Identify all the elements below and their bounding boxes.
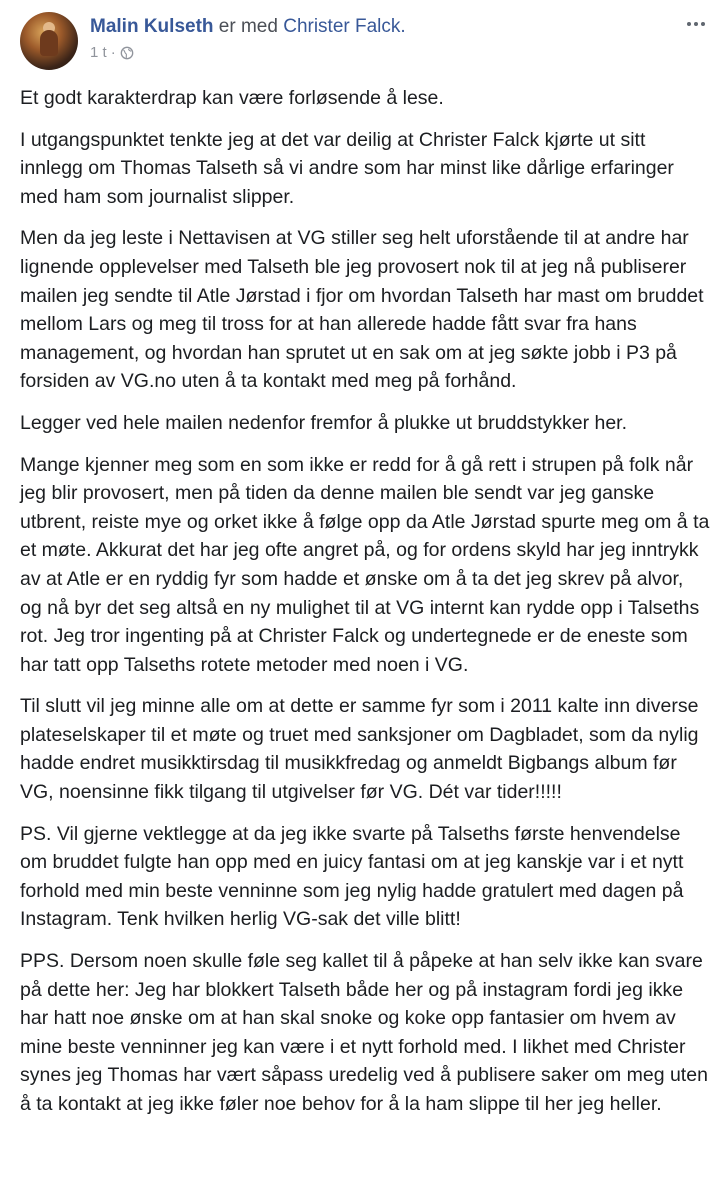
post-paragraph: Mange kjenner meg som en som ikke er redd for å gå rett i strupen på folk når jeg blir provosert, men på tiden da denne mailen ble sendt var jeg ganske utbrent, reiste mye og orket ikke å følge opp da Atle Jørstad spurte meg om å ta et møte. Akkurat det har jeg ofte angret på, og for ordens skyld har jeg inntrykk av at Atle er en ryddig fyr som hadde et ønske om å ta det jeg skrev på alvor, og nå byr det seg altså en ny mulighet til at VG internt kan rydde opp i Talseths rot. Jeg tror ingenting på at Christer Falck og undertegnede er de eneste som har tatt opp Talseths rotete metoder med noen i VG.	[20, 453, 710, 676]
with-text: er med	[218, 16, 278, 37]
post-header	[20, 12, 710, 72]
dot	[694, 22, 698, 26]
avatar[interactable]	[20, 12, 78, 70]
post-paragraph: Et godt karakterdrap kan være forløsende å lese.	[20, 87, 444, 109]
post-body	[20, 84, 710, 1132]
post-paragraph: PS. Vil gjerne vektlegge at da jeg ikke svarte på Talseths første henvendelse om bruddet fulgte han opp med en juicy fantasi om at jeg kanskje var i et nytt forhold med min beste venninne som jeg nylig hadde gratulert med dagen på Instagram. Tenk hvilken herlig VG-sak det ville blitt!	[20, 822, 684, 931]
author-line	[90, 16, 406, 38]
more-options-icon[interactable]	[682, 14, 710, 34]
post-paragraph: Legger ved hele mailen nedenfor fremfor å plukke ut bruddstykker her.	[20, 411, 628, 434]
post-paragraph: I utgangspunktet tenkte jeg at det var deilig at Christer Falck kjørte ut sitt innlegg om Thomas Talseth så vi andre som har minst like dårlige erfaringer med ham som journalist slipper.	[20, 128, 674, 208]
post-paragraph: PPS. Dersom noen skulle føle seg kallet til å påpeke at han selv ikke kan svare på dette her: Jeg har blokkert Talseth både her og på instagram fordi jeg ikke har hatt noe ønske om at han skal snoke og koke opp fantasier om hvem av mine beste venninner jeg kan være i et nytt forhold med. I likhet med Christer synes jeg Thomas har vært såpass uredelig ved å publisere saker om meg uten å ta kontakt at jeg ikke føler noe behov for å la ham slippe til her jeg heller.	[20, 950, 708, 1115]
dot	[701, 22, 705, 26]
post-time[interactable]: 1 t	[90, 44, 107, 61]
post-meta	[90, 44, 134, 61]
avatar-figure	[40, 30, 58, 56]
meta-separator: ·	[110, 44, 116, 61]
post-paragraph: Til slutt vil jeg minne alle om at dette er samme fyr som i 2011 kalte inn diverse plateselskaper til et møte og truet med sanksjoner om Dagbladet, som da nylig hadde endret musikktirsdag til musikkfredag og anmeldt Bigbangs album før VG, noensinne fikk tilgang til utgivelser før VG. Dét var tider!!!!!	[20, 695, 699, 804]
author-name[interactable]: Malin Kulseth	[90, 16, 214, 37]
tagged-person[interactable]: Christer Falck.	[283, 16, 406, 37]
dot	[687, 22, 691, 26]
globe-icon[interactable]	[120, 46, 134, 60]
post-paragraph: Men da jeg leste i Nettavisen at VG stiller seg helt uforstående til at andre har lignende opplevelser med Talseth ble jeg provosert nok til at jeg nå publiserer mailen jeg sendte til Atle Jørstad i fjor om hvordan Talseth har mast om bruddet mellom Lars og meg til tross for at han allerede hadde fått svar fra hans management, og hvordan han sprutet ut en sak om at jeg søkte jobb i P3 på forsiden av VG.no uten å ta kontakt med meg på forhånd.	[20, 227, 704, 393]
